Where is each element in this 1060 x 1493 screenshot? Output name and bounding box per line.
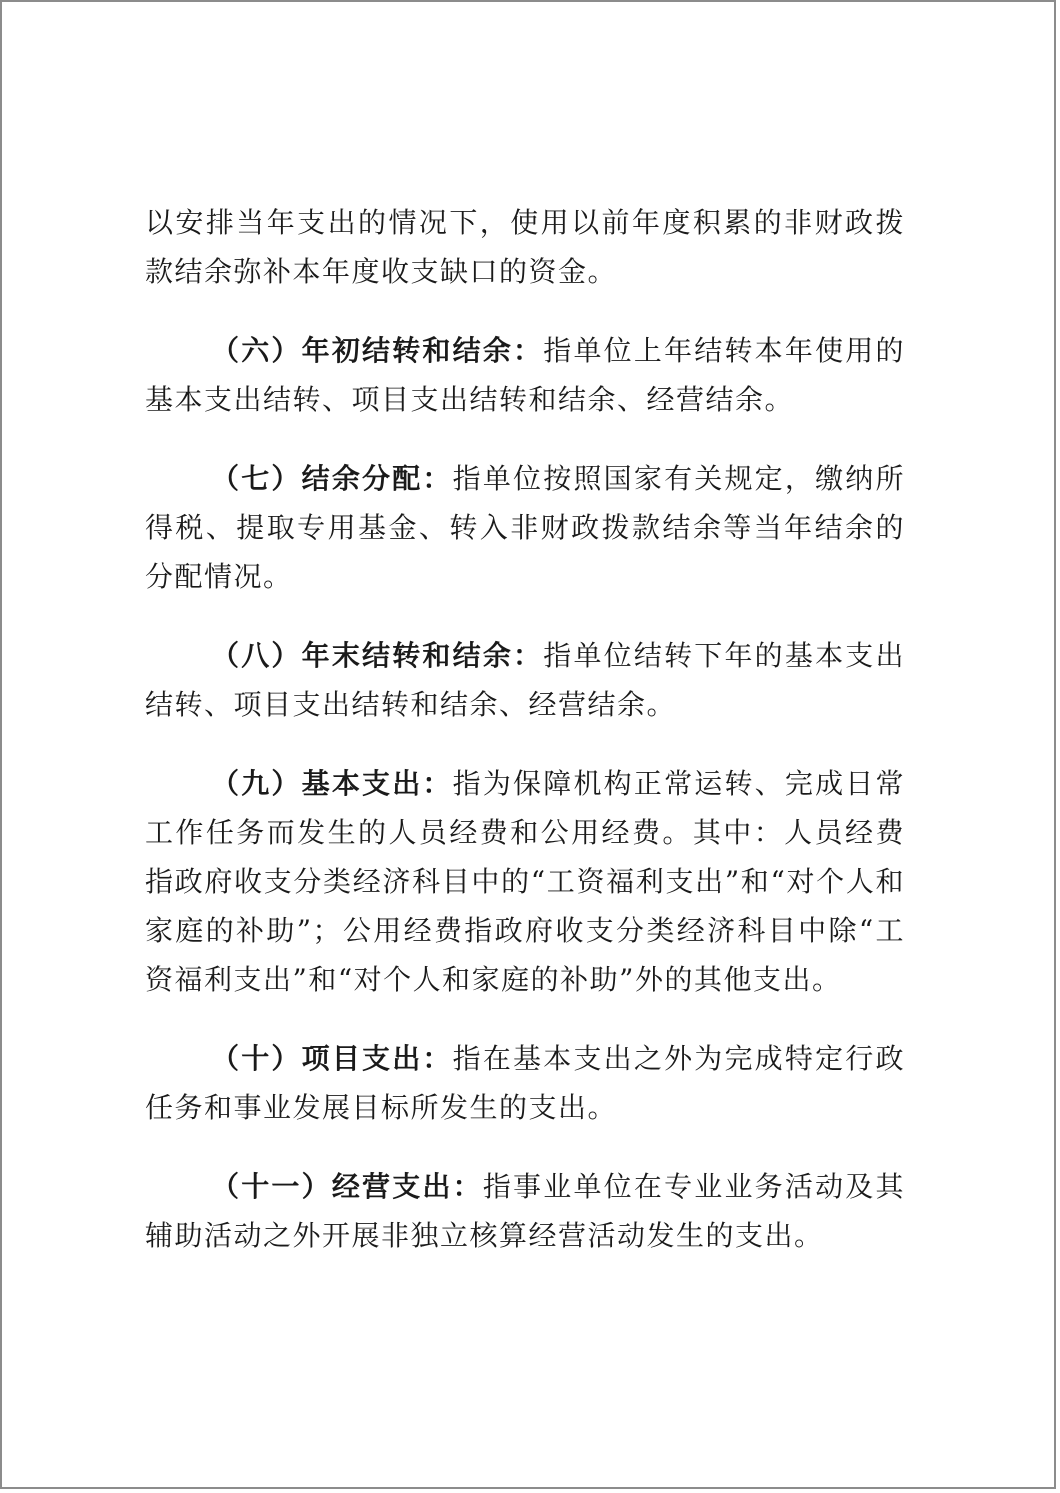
paragraph-term: （九）基本支出： <box>211 767 453 800</box>
paragraph-project-expenditure <box>145 1034 905 1132</box>
paragraph-text: 指事业单位在专业业务活动及其辅助活动之外开展非独立核算经营活动发生的支出。 <box>145 1170 905 1252</box>
paragraph-text: 指单位上年结转本年使用的基本支出结转、项目支出结转和结余、经营结余。 <box>145 334 905 416</box>
paragraph-term: （七）结余分配： <box>211 462 453 495</box>
paragraph-continuation <box>145 198 905 296</box>
paragraph-text: 指为保障机构正常运转、完成日常工作任务而发生的人员经费和公用经费。其中：人员经费指政府收支分类经济科目中的“工资福利支出”和“对个人和家庭的补助”；公用经费指政府收支分类经济科目中除“工资福利支出”和“对个人和家庭的补助”外的其他支出。 <box>145 767 905 996</box>
paragraph-year-end-carryover <box>145 631 905 729</box>
paragraph-text: 以安排当年支出的情况下，使用以前年度积累的非财政拨款结余弥补本年度收支缺口的资金。 <box>145 206 905 288</box>
paragraph-term: （六）年初结转和结余： <box>211 334 544 367</box>
paragraph-term: （十一）经营支出： <box>211 1170 483 1203</box>
paragraph-text: 指在基本支出之外为完成特定行政任务和事业发展目标所发生的支出。 <box>145 1042 905 1124</box>
paragraph-operating-expenditure <box>145 1162 905 1260</box>
paragraph-basic-expenditure <box>145 759 905 1004</box>
paragraph-text: 指单位结转下年的基本支出结转、项目支出结转和结余、经营结余。 <box>145 639 905 721</box>
paragraph-term: （十）项目支出： <box>211 1042 453 1075</box>
document-body <box>145 198 905 1290</box>
paragraph-text: 指单位按照国家有关规定，缴纳所得税、提取专用基金、转入非财政拨款结余等当年结余的分配情况。 <box>145 462 905 593</box>
paragraph-year-start-carryover <box>145 326 905 424</box>
paragraph-surplus-distribution <box>145 454 905 601</box>
paragraph-term: （八）年末结转和结余： <box>211 639 544 672</box>
